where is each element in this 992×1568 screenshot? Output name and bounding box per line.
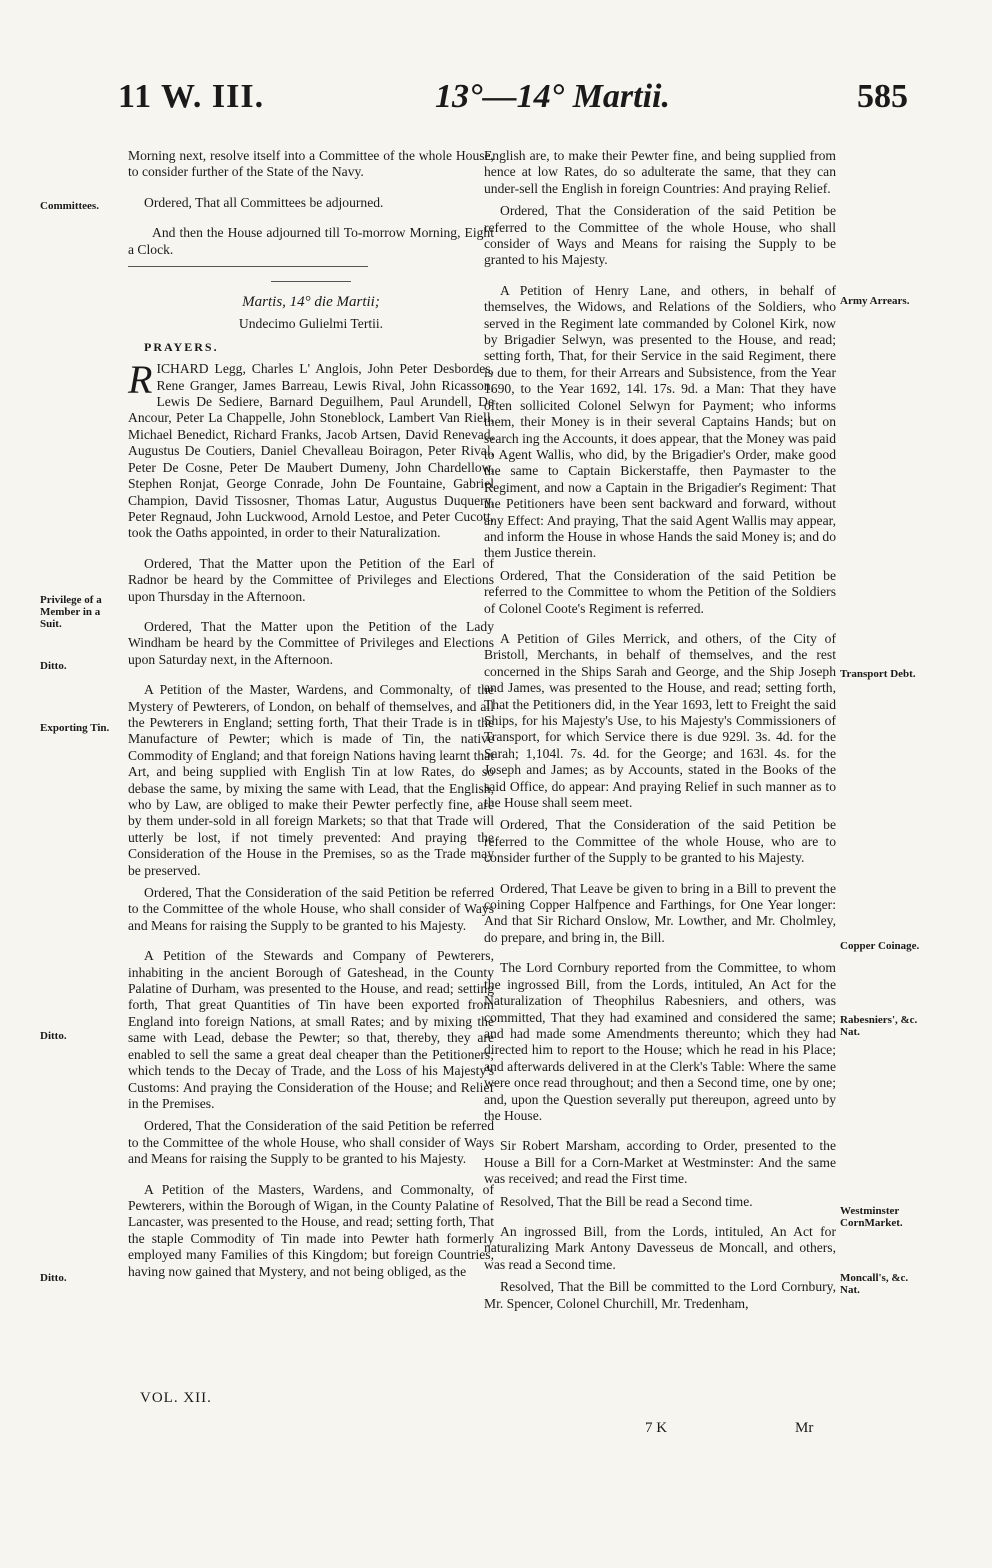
prayers-heading: PRAYERS.	[144, 339, 219, 354]
windham-order: Ordered, That the Matter upon the Petition of the Lady Windham be heard by the Committee of Privileges and Elections upon Saturday next, in the Afternoon.	[128, 618, 494, 667]
margin-note-westminster: Westminster CornMarket.	[840, 1205, 903, 1229]
naturalization-text: ICHARD Legg, Charles L' Anglois, John Peter Desbordes, Rene Granger, James Barreau, Lewis Rival, John Ricasson, Lewis De Sediere, Barnard Deguilhem, Paul Arundell, De Ancour, Peter La Chappelle, John Stoneblock, Lambert Van Riell, Michael Benedict, Richard Franks, Jacob Artsen, David Renevad, Augustus De Coutiers, Daniel Chevalleau Boiragon, Peter Rival, Peter De Cosne, Peter De Maubert Dumeny, John Chardellow, Stephen Ronjat, George Conrade, John De Fountaine, Gabriel Champion, David Tissosner, Thomas Latur, Augustus Duquery, Peter Regnaud, John Luckwood, Arnold Lestoe, and Peter Cucott, took the Oaths appointed, in order to their Naturalization.	[128, 361, 494, 541]
margin-note-army-arrears: Army Arrears.	[840, 295, 910, 307]
london-order: Ordered, That the Consideration of the said Petition be referred to the Committee of the whole House, who shall consider of Ways and Means for raising the Supply to be granted to his Majesty.	[128, 885, 494, 933]
gateshead-order: Ordered, That the Consideration of the said Petition be referred to the Committee of the whole House, who shall consider of Ways and Means for raising the Supply to be granted to his Majesty.	[128, 1118, 494, 1167]
right-column	[484, 148, 836, 1318]
paragraph: Morning next, resolve itself into a Committee of the whole House, to consider further of the State of the Navy.	[128, 148, 494, 180]
page-number: 585	[857, 78, 908, 115]
left-column	[128, 148, 494, 1286]
merrick-petition: A Petition of Giles Merrick, and others, of the City of Bristoll, Merchants, in behalf of themselves, and the rest concerned in the Ships Sarah and George, and the Ship Joseph and James, was presented to the House, and read; setting forth, That the Petitioners did, in the Year 1693, lett to Freight the said Ships, for his Majesty's Use, to his Majesty's Commissioners of Transport, for which Service there is due 929l. 3s. 4d. for the Sarah; 1,104l. 7s. 4d. for the George; and 163l. 4s. for the Joseph and James; as by Accounts, stated in the Books of the said Office, do appear: And praying Relief in such manner as to the House shall seem meet.	[484, 630, 836, 811]
regnal-heading: Undecimo Gulielmi Tertii.	[238, 316, 384, 332]
catchword: Mr	[795, 1420, 814, 1436]
cornbury-report: The Lord Cornbury reported from the Committee, to whom the ingrossed Bill, from the Lords, intituled, An Act for the Naturalization of Theophilus Rabesniers, and others, was committed, That they had examined and considered the same; and had made some Amendments thereunto; which they had directed him to report to the House; which he read in his Place; and afterwards delivered in at the Clerk's Table: Where the same were once read throughout; and then a Second time, one by one; and, upon the Question severally put thereupon, agreed unto by the House.	[484, 960, 836, 1123]
lane-petition: A Petition of Henry Lane, and others, in behalf of themselves, the Widows, and Relations of the Soldiers, who served in the Regiment late commanded by Colonel Kirk, now by Brigadier Selwyn, was presented to the House, and read; setting forth, That, for their Service in the said Regiment, there is due to them, for their Arrears and Subsistence, from the Year 1690, to the Year 1692, 14l. 17s. 9d. a Man: That they have often sollicited Colonel Selwyn for Payment; who informs them, their Money is in their several Captains Hands; but on search ing the Accounts, it does appear, that the Money was paid to Agent Wallis, who did, by the Brigadier's Order, make good the same to Captain Bickerstaffe, then Paymaster to the Regiment, and now a Captain in the Brigadier's Regiment: That the Petitioners have been sent backward and forward, without any Effect: And praying, That the said Agent Wallis may appear, and inform the House in whose Hands the said Money is; and do them Justice therein.	[484, 282, 836, 561]
margin-note-committees: Committees.	[40, 200, 99, 212]
wigan-petition: A Petition of the Masters, Wardens, and Commonalty, of Pewterers, within the Borough of Wigan, in the County Palatine of Lancaster, was presented to the House, and read; setting forth, That the staple Commodity of Tin made into Pewter hath formerly employed many Families of this Kingdom; but foreign Countries, having now gained that Mystery, and not being obliged, as the	[128, 1181, 494, 1279]
volume-number: VOL. XII.	[140, 1390, 212, 1406]
margin-note-copper-coinage: Copper Coinage.	[840, 940, 920, 952]
running-header	[0, 78, 992, 128]
adjournment: And then the House adjourned till To-morrow Morning, Eight a Clock.	[128, 225, 494, 257]
marsham-bill: Sir Robert Marsham, according to Order, presented to the House a Bill for a Corn-Market at Westminster: And the same was received; and read the First time.	[484, 1138, 836, 1187]
moncall-resolution: Resolved, That the Bill be committed to the Lord Cornbury, Mr. Spencer, Colonel Churchill, Mr. Tredenham,	[484, 1279, 836, 1311]
wigan-order: Ordered, That the Consideration of the said Petition be referred to the Committee of the whole House, who shall consider of Ways and Means for raising the Supply to be granted to his Majesty.	[484, 203, 836, 268]
short-rule	[271, 281, 351, 282]
margin-note-privilege: Privilege of a Member in a Suit.	[40, 594, 102, 630]
signature-mark: 7 K	[645, 1420, 668, 1436]
day-heading: Martis, 14° die Martii;	[242, 294, 380, 311]
margin-note-rabesniers: Rabesniers', &c. Nat.	[840, 1014, 918, 1038]
moncall-bill: An ingrossed Bill, from the Lords, intituled, An Act for naturalizing Mark Antony Davesseus de Moncall, and others, was read a Second time.	[484, 1223, 836, 1272]
margin-note-ditto-2: Ditto.	[40, 1030, 67, 1042]
margin-note-ditto-3: Ditto.	[40, 1272, 67, 1284]
committees-order: Ordered, That all Committees be adjourned.	[144, 194, 384, 210]
marsham-resolution: Resolved, That the Bill be read a Second time.	[500, 1193, 753, 1209]
regnal-year: 11 W. III.	[118, 78, 265, 115]
date-range: 13°—14° Martii.	[435, 78, 670, 115]
radnor-order: Ordered, That the Matter upon the Petition of the Earl of Radnor be heard by the Committee of Privileges and Elections upon Thursday in the Afternoon.	[128, 555, 494, 604]
drop-cap: R	[128, 357, 153, 403]
margin-note-moncall: Moncall's, &c. Nat.	[840, 1272, 909, 1296]
copper-bill-order: Ordered, That Leave be given to bring in a Bill to prevent the coining Copper Halfpence and Farthings, for One Year longer: And that Sir Richard Onslow, Mr. Lowther, and Mr. Cholmley, do prepare, and bring in, the Bill.	[484, 880, 836, 945]
merrick-order: Ordered, That the Consideration of the said Petition be referred to the Committee of the whole House, who are to consider further of the Supply to be granted to his Majesty.	[484, 817, 836, 866]
lane-order: Ordered, That the Consideration of the said Petition be referred to the Committee to whom the Petition of the Soldiers of Colonel Coote's Regiment is referred.	[484, 567, 836, 616]
wigan-continuation: English are, to make their Pewter fine, and being supplied from hence at low Rates, do so adulterate the same, that they can under-sell the English in foreign Countries: And praying Relief.	[484, 148, 836, 196]
gateshead-petition: A Petition of the Stewards and Company of Pewterers, inhabiting in the ancient Borough of Gateshead, in the County Palatine of Durham, was presented to the House, and read; setting forth, That great Quantities of Tin have been exported from England into foreign Nations, at small Rates; and by mixing the same with Lead, debase the Pewter; so that, thereby, they are enabled to sell the same a great deal cheaper than the Petitioners; which tends to the Decay of Trade, and the Loss of his Majesty's Customs: And praying the Consideration of the House; and Relief in the Premises.	[128, 948, 494, 1111]
margin-note-exporting-tin: Exporting Tin.	[40, 722, 110, 734]
margin-note-ditto-1: Ditto.	[40, 660, 67, 672]
section-divider	[128, 266, 368, 267]
naturalization-paragraph	[128, 357, 494, 541]
margin-note-transport-debt: Transport Debt.	[840, 668, 916, 680]
london-petition: A Petition of the Master, Wardens, and Commonalty, of the Mystery of Pewterers, of London, on behalf of themselves, and all the Pewterers in England; setting forth, That their Trade is in the Manufacture of Pewter; which is made of Tin, the native Commodity of England; and that foreign Nations having learnt that Art, and being supplied with English Tin at low Rates, do so debase the same, by mixing the same with Lead, that the English, who by Law, are obliged to make their Pewter perfectly fine, are by them under-sold in all foreign Markets; so that that Trade will utterly be lost, if not timely prevented: And praying the Consideration of the House in the Premises, so as the Trade may be preserved.	[128, 682, 494, 878]
